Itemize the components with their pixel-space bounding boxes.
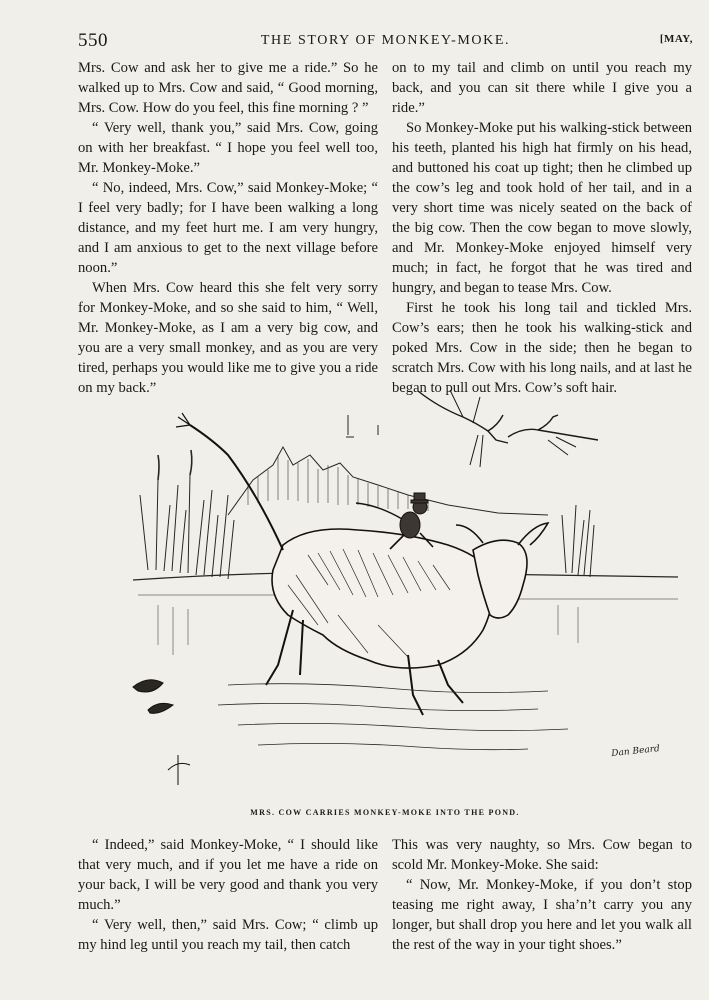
cow-tail (190, 425, 283, 550)
cow-figure (266, 523, 548, 715)
running-head (78, 30, 693, 52)
heron-right-icon (508, 415, 598, 455)
heron-left-icon (418, 390, 508, 467)
paragraph: “ Indeed,” said Monkey-Moke, “ I should like that very much, and if you let me have a ride on your back, I will be very good and thank you very much.” (78, 837, 378, 913)
paragraph: on to my tail and climb on until you reach my back, and you can sit there while I give you a ride.” (392, 60, 692, 116)
paragraph: “ No, indeed, Mrs. Cow,” said Monkey-Moke; “ I feel very badly; for I have been walking a long distance, and my feet hurt me. I am very hungry, and I am anxious to get to the next village before noon.” (78, 180, 378, 276)
water-plant-icon (133, 680, 190, 785)
reeds-left (140, 450, 234, 579)
illustration-cow-in-pond (78, 385, 692, 805)
artist-signature: Dan Beard (610, 744, 661, 760)
page-number: 550 (78, 30, 108, 51)
column-bottom-right (392, 835, 692, 955)
column-top-right (392, 58, 692, 398)
reeds-right (562, 505, 594, 577)
column-bottom-left (78, 835, 378, 955)
paragraph: When Mrs. Cow heard this she felt very sorry for Monkey-Moke, and so she said to him, “ Well, Mr. Monkey-Moke, as I am a very big cow, and you are a very small monkey, and as you are very tired, perhaps you would like me to give you a ride on my back.” (78, 280, 378, 396)
paragraph: First he took his long tail and tickled Mrs. Cow’s ears; then he took his walking-stick and poked Mrs. Cow in the side; then he began to scratch Mrs. Cow with his long nails, and at last he began to pull out Mrs. Cow’s soft hair. (392, 300, 692, 396)
paragraph: “ Very well, thank you,” said Mrs. Cow, going on with her breakfast. “ I hope you feel well too, Mr. Monkey-Moke.” (78, 120, 378, 176)
paragraph: “ Very well, then,” said Mrs. Cow; “ climb up my hind leg until you reach my tail, then catch (78, 917, 378, 953)
issue-month: [MAY, (659, 33, 693, 45)
paragraph: So Monkey-Moke put his walking-stick between his teeth, planted his high hat firmly on his head, and buttoned his coat up tight; then he climbed up the cow’s leg and took hold of her tail, and in a very short time was nicely seated on the back of the big cow. Then the cow began to move slowly, and Mr. Monkey-Moke enjoyed himself very much; in fact, he forgot that he was tired and hungry, and began to tease Mrs. Cow. (392, 120, 692, 296)
distant-town (228, 415, 548, 515)
paragraph: This was very naughty, so Mrs. Cow began to scold Mr. Monkey-Moke. She said: (392, 837, 692, 873)
paragraph: “ Now, Mr. Monkey-Moke, if you don’t stop teasing me right away, I sha’n’t carry you any longer, but shall drop you here and let you walk all the rest of the way in your tight shoes.” (392, 877, 692, 953)
illustration-caption: MRS. COW CARRIES MONKEY-MOKE INTO THE POND. (250, 808, 520, 817)
column-top-left (78, 58, 378, 398)
running-title: THE STORY OF MONKEY-MOKE. (260, 33, 511, 48)
paragraph: Mrs. Cow and ask her to give me a ride.” So he walked up to Mrs. Cow and said, “ Good morning, Mrs. Cow. How do you feel, this fine morning ? ” (78, 60, 378, 116)
